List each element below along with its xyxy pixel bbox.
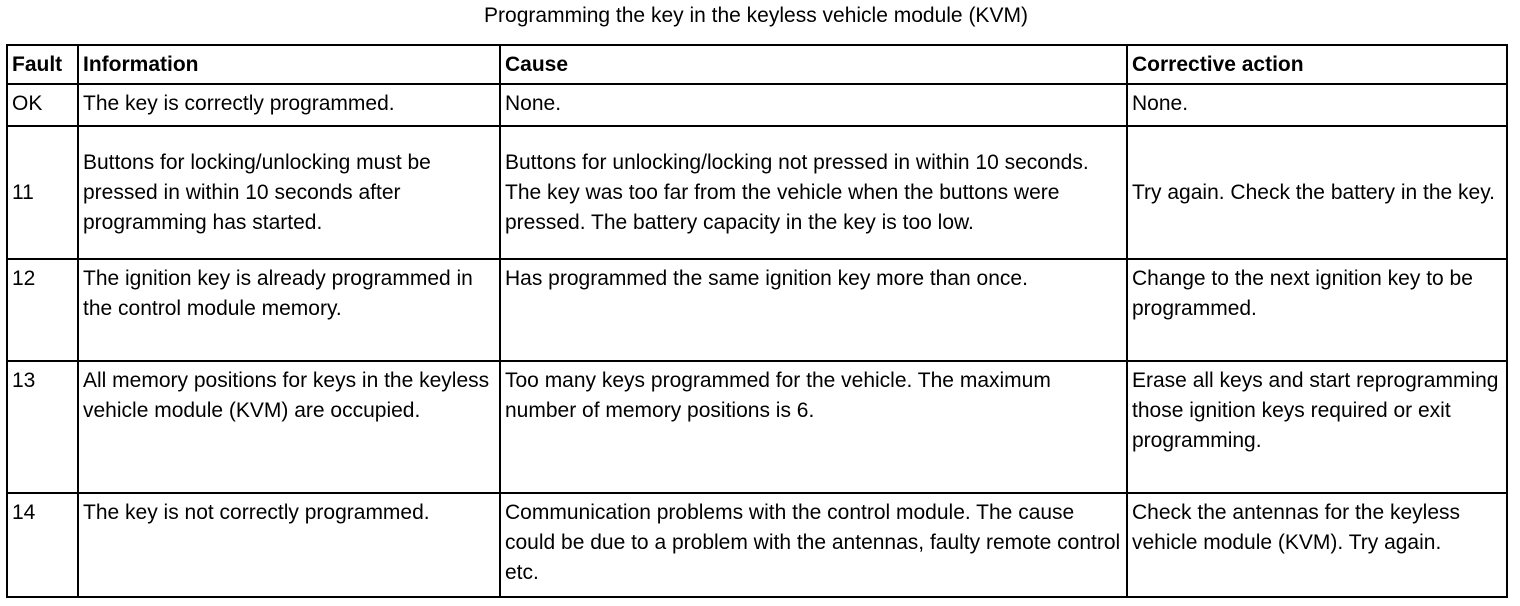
table-row: [7, 126, 1507, 259]
fault-table: [6, 44, 1508, 598]
header-fault: Fault: [7, 45, 78, 84]
cause-cell: Has programmed the same ignition key more than once.: [500, 259, 1127, 361]
cause-cell: Too many keys programmed for the vehicle. The maximum number of memory positions is 6.: [500, 361, 1127, 493]
corrective-action-cell: None.: [1127, 84, 1507, 126]
cause-cell: Communication problems with the control module. The cause could be due to a problem with the antennas, faulty remote control etc.: [500, 493, 1127, 597]
corrective-action-cell: Erase all keys and start reprogramming those ignition keys required or exit programming.: [1127, 361, 1507, 493]
page-title: Programming the key in the keyless vehicle module (KVM): [484, 4, 1028, 27]
fault-code: 13: [7, 361, 78, 493]
table-header-row: [7, 45, 1507, 84]
header-corrective-action: Corrective action: [1127, 45, 1507, 84]
table-row: [7, 84, 1507, 126]
header-information: Information: [78, 45, 500, 84]
fault-code: 12: [7, 259, 78, 361]
information-cell: The key is correctly programmed.: [78, 84, 500, 126]
information-cell: The key is not correctly programmed.: [78, 493, 500, 597]
corrective-action-cell: Change to the next ignition key to be programmed.: [1127, 259, 1507, 361]
information-cell: All memory positions for keys in the keyless vehicle module (KVM) are occupied.: [78, 361, 500, 493]
fault-code: 14: [7, 493, 78, 597]
information-cell: The ignition key is already programmed in the control module memory.: [78, 259, 500, 361]
corrective-action-cell: Check the antennas for the keyless vehicle module (KVM). Try again.: [1127, 493, 1507, 597]
fault-code: OK: [7, 84, 78, 126]
information-cell: Buttons for locking/unlocking must be pressed in within 10 seconds after programming has started.: [78, 126, 500, 259]
fault-code: 11: [7, 126, 78, 259]
cause-cell: None.: [500, 84, 1127, 126]
cause-cell: Buttons for unlocking/locking not pressed in within 10 seconds. The key was too far from the vehicle when the buttons were pressed. The battery capacity in the key is too low.: [500, 126, 1127, 259]
table-row: [7, 259, 1507, 361]
table-row: [7, 493, 1507, 597]
header-cause: Cause: [500, 45, 1127, 84]
table-row: [7, 361, 1507, 493]
corrective-action-cell: Try again. Check the battery in the key.: [1127, 126, 1507, 259]
